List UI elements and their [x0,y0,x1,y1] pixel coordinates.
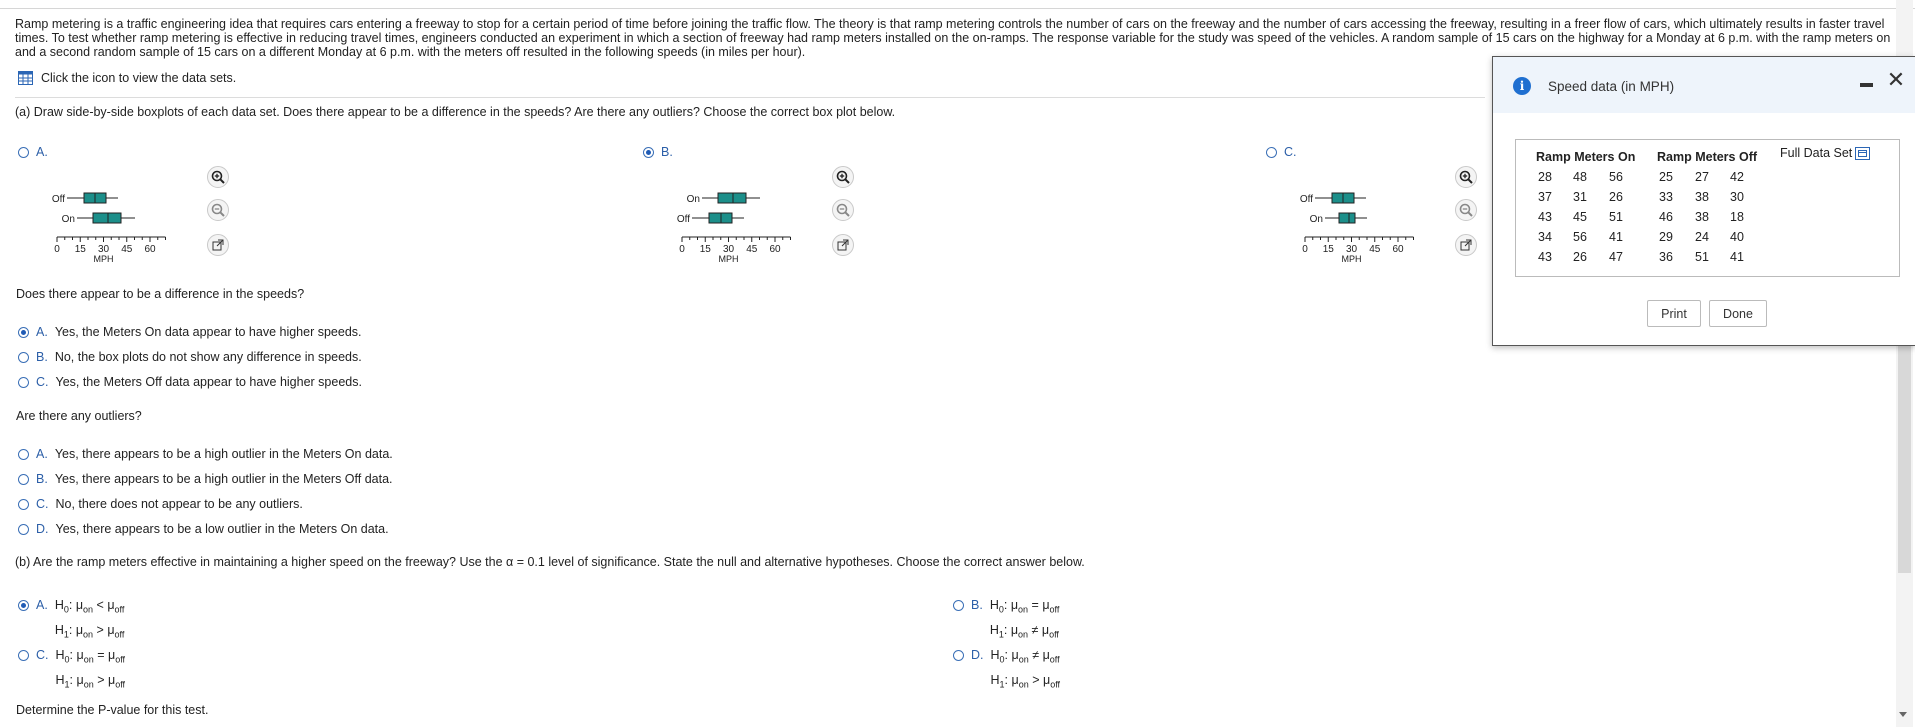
relation-symbol: = [1031,598,1039,612]
radio-button[interactable] [18,600,29,611]
null-hypothesis: $H_0$: $\mu_{on} = \mu_{off}$ [989,598,1060,615]
option-letter: D. [36,522,49,536]
meters-off-value: 36 [1659,250,1673,264]
option-letter: C. [36,648,49,662]
radio-button[interactable] [18,474,29,485]
axis-tick-label: 45 [121,244,133,255]
radio-button[interactable] [18,524,29,535]
zoom-out-icon[interactable] [1459,203,1473,217]
boxplot-row-label: Off [676,214,690,225]
table-icon[interactable] [18,71,33,85]
zoom-in-button[interactable] [207,166,229,188]
option-text[interactable]: Yes, there appears to be a high outlier in the Meters On data. [54,447,393,461]
axis-tick-label: 15 [74,244,86,255]
zoom-in-button[interactable] [1455,166,1477,188]
option-text[interactable]: No, there does not appear to be any outliers. [55,497,303,511]
axis-tick-label: 0 [679,244,685,255]
meters-on-value: 45 [1573,210,1587,224]
boxplot-row [62,213,135,225]
option-letter: C. [36,375,49,389]
meters-on-value: 56 [1609,170,1623,184]
speed-data-dialog [1492,56,1915,346]
option-letter: B. [36,472,48,486]
boxplot-option-0[interactable] [18,145,48,159]
radio-button[interactable] [18,650,29,661]
popout-icon[interactable] [212,239,224,251]
axis-label: MPH [1341,254,1362,264]
option-letter: A. [36,145,48,159]
zoom-out-button[interactable] [207,199,229,221]
alternative-hypothesis: $H_1$: $\mu_{on} > \mu_{off}$ [54,622,125,639]
copy-icon[interactable] [1855,147,1870,160]
meters-on-value: 43 [1538,250,1552,264]
meters-on-value: 56 [1573,230,1587,244]
popout-button[interactable] [832,234,854,256]
alternative-hypothesis: $H_1$: $\mu_{on} \ne \mu_{off}$ [989,622,1059,639]
option-letter: A. [36,598,48,612]
axis-tick-label: 0 [1302,244,1308,255]
meters-off-value: 40 [1730,230,1744,244]
popout-icon[interactable] [837,239,849,251]
boxplot-row-label: On [1309,214,1323,225]
option-text[interactable]: Yes, the Meters On data appear to have higher speeds. [54,325,362,339]
hypothesis-option[interactable] [18,595,124,644]
radio-button[interactable] [18,449,29,460]
part-a-question: (a) Draw side-by-side boxplots of each data set. Does there appear to be a difference in the speeds? Are there any outliers? Choose the correct box plot below. [15,105,896,119]
full-data-set-link[interactable] [1780,146,1870,160]
relation-symbol: > [97,672,105,687]
hypothesis-option[interactable] [953,645,1060,694]
meters-off-value: 38 [1695,190,1709,204]
radio-button[interactable] [953,650,964,661]
meters-on-value: 43 [1538,210,1552,224]
boxplot-option-2[interactable] [1266,145,1297,159]
zoom-in-icon[interactable] [836,170,850,184]
option-letter: C. [1284,145,1297,159]
boxplot-option-1[interactable] [643,145,673,159]
axis-tick-label: 15 [1322,244,1334,255]
problem-intro: Ramp metering is a traffic engineering idea that requires cars entering a freeway to stop for a certain period of time before joining the traffic flow. The theory is that ramp metering controls the number of cars on the freeway and the number of cars accessing the freeway, resulting in a freer flow of cars, which ultimately results in faster travel times. To test whether ramp metering is effective in reducing travel times, engineers conducted an experiment in which a section of freeway had ramp meters installed on the on-ramps. The response variable for the study was speed of the vehicles. A random sample of 15 cars on the highway for a Monday at 6 p.m. with the ramp meters on and a second random sample of 15 cars on a different Monday at 6 p.m. with the meters off resulted in the following speeds (in miles per hour). [15,17,1891,59]
boxplot-chart [35,185,215,265]
boxplot-row-label: On [686,194,700,205]
answer-option[interactable] [18,522,389,536]
meters-off-value: 27 [1695,170,1709,184]
radio-button[interactable] [1266,147,1277,158]
close-button[interactable]: ✕ [1886,67,1906,92]
radio-button[interactable] [18,377,29,388]
meters-off-value: 24 [1695,230,1709,244]
meters-on-value: 51 [1609,210,1623,224]
popout-button[interactable] [207,234,229,256]
radio-button[interactable] [18,352,29,363]
meters-on-value: 26 [1573,250,1587,264]
relation-symbol: < [96,598,104,612]
iqr-box [1339,213,1355,223]
print-button[interactable]: Print [1647,300,1701,327]
relation-symbol: ≠ [1032,648,1040,662]
relation-symbol: ≠ [1031,622,1039,637]
option-text[interactable]: Yes, the Meters Off data appear to have higher speeds. [55,375,362,389]
popout-button[interactable] [1455,234,1477,256]
difference-question: Does there appear to be a difference in the speeds? [16,287,305,301]
meters-on-value: 31 [1573,190,1587,204]
axis-tick-label: 15 [699,244,711,255]
option-letter: D. [971,648,984,662]
option-letter: A. [36,447,48,461]
full-data-set-label[interactable]: Full Data Set [1780,146,1853,160]
alternative-hypothesis: $H_1$: $\mu_{on} > \mu_{off}$ [55,672,126,689]
zoom-in-button[interactable] [832,166,854,188]
meters-off-value: 18 [1730,210,1744,224]
axis-label: MPH [93,254,114,264]
scroll-down-arrow[interactable] [1899,712,1907,717]
minimize-button[interactable] [1860,83,1873,87]
null-hypothesis: $H_0$: $\mu_{on} = \mu_{off}$ [55,648,126,665]
axis-tick-label: 30 [722,244,735,255]
relation-symbol: > [1032,672,1040,687]
outlier-question: Are there any outliers? [16,409,142,423]
relation-symbol: > [96,622,104,637]
boxplot-chart [660,185,840,265]
iqr-box [93,213,121,223]
dialog-title: Speed data (in MPH) [1548,79,1675,94]
part-b-question: (b) Are the ramp meters effective in maintaining a higher speed on the freeway? Use the α = 0.1 level of significance. State the null and alternative hypotheses. Choose the correct answer below. [15,555,1085,569]
zoom-out-button[interactable] [1455,199,1477,221]
data-sets-link[interactable] [18,70,236,86]
radio-button[interactable] [18,499,29,510]
option-letter: C. [36,497,49,511]
boxplot-row [677,213,744,225]
answer-option[interactable] [18,497,303,511]
hypothesis-option[interactable] [953,595,1059,644]
boxplot-row [52,193,118,205]
boxplot-row [687,193,760,205]
option-letter: A. [36,325,48,339]
hypothesis-option[interactable] [18,645,125,694]
meters-on-value: 47 [1609,250,1623,264]
popout-icon[interactable] [1460,239,1472,251]
boxplot-row-label: Off [1299,194,1313,205]
radio-button[interactable] [18,147,29,158]
zoom-out-button[interactable] [832,199,854,221]
meters-off-value: 29 [1659,230,1673,244]
meters-off-value: 33 [1659,190,1673,204]
axis-tick-label: 30 [1345,244,1358,255]
data-sets-link-text[interactable]: Click the icon to view the data sets. [41,71,237,85]
boxplot-row [1310,213,1367,225]
answer-option[interactable] [18,472,393,486]
axis-tick-label: 0 [54,244,60,255]
data-table [1515,139,1900,277]
meters-on-value: 37 [1538,190,1552,204]
relation-symbol: = [97,648,105,662]
option-letter: B. [971,598,983,612]
col-header-on: Ramp Meters On [1536,150,1636,164]
meters-off-value: 38 [1695,210,1709,224]
done-button[interactable]: Done [1709,300,1767,327]
axis-label: MPH [718,254,739,264]
radio-button[interactable] [18,327,29,338]
option-letter: B. [661,145,673,159]
meters-on-value: 28 [1538,170,1552,184]
answer-option[interactable] [18,447,393,461]
answer-option[interactable] [18,350,362,364]
col-header-off: Ramp Meters Off [1657,150,1758,164]
meters-on-value: 41 [1609,230,1623,244]
axis-tick-label: 45 [1369,244,1381,255]
answer-option[interactable] [18,375,362,389]
info-icon: i [1513,77,1531,95]
axis-tick-label: 30 [97,244,110,255]
dialog-header [1493,57,1915,113]
meters-off-value: 46 [1659,210,1673,224]
boxplot-row [1300,193,1366,205]
top-divider [0,8,1915,9]
axis-tick-label: 45 [746,244,758,255]
meters-off-value: 30 [1730,190,1744,204]
zoom-in-icon[interactable] [211,170,225,184]
option-text[interactable]: No, the box plots do not show any difference in speeds. [54,350,362,364]
null-hypothesis: $H_0$: $\mu_{on} < \mu_{off}$ [54,598,125,615]
meters-on-value: 26 [1609,190,1623,204]
boxplot-chart [1283,185,1463,265]
meters-off-value: 41 [1730,250,1744,264]
meters-off-value: 25 [1659,170,1673,184]
meters-off-value: 42 [1730,170,1744,184]
boxplot-row-label: Off [51,194,65,205]
option-text[interactable]: Yes, there appears to be a low outlier in the Meters On data. [55,522,389,536]
boxplot-row-label: On [61,214,75,225]
option-letter: B. [36,350,48,364]
pvalue-prompt: Determine the P-value for this test. [16,703,209,717]
divider [15,97,1485,98]
meters-on-value: 34 [1538,230,1552,244]
scrollbar-thumb[interactable] [1898,324,1911,573]
alternative-hypothesis: $H_1$: $\mu_{on} > \mu_{off}$ [990,672,1061,689]
answer-option[interactable] [18,325,362,339]
zoom-out-icon[interactable] [836,203,850,217]
iqr-box [718,193,746,203]
option-text[interactable]: Yes, there appears to be a high outlier in the Meters Off data. [54,472,393,486]
zoom-in-icon[interactable] [1459,170,1473,184]
radio-button[interactable] [643,147,654,158]
axis-tick-label: 60 [1392,244,1404,255]
null-hypothesis: $H_0$: $\mu_{on} \ne \mu_{off}$ [990,648,1060,665]
meters-on-value: 48 [1573,170,1587,184]
axis-tick-label: 60 [144,244,156,255]
meters-off-value: 51 [1695,250,1709,264]
zoom-out-icon[interactable] [211,203,225,217]
axis-tick-label: 60 [769,244,781,255]
radio-button[interactable] [953,600,964,611]
